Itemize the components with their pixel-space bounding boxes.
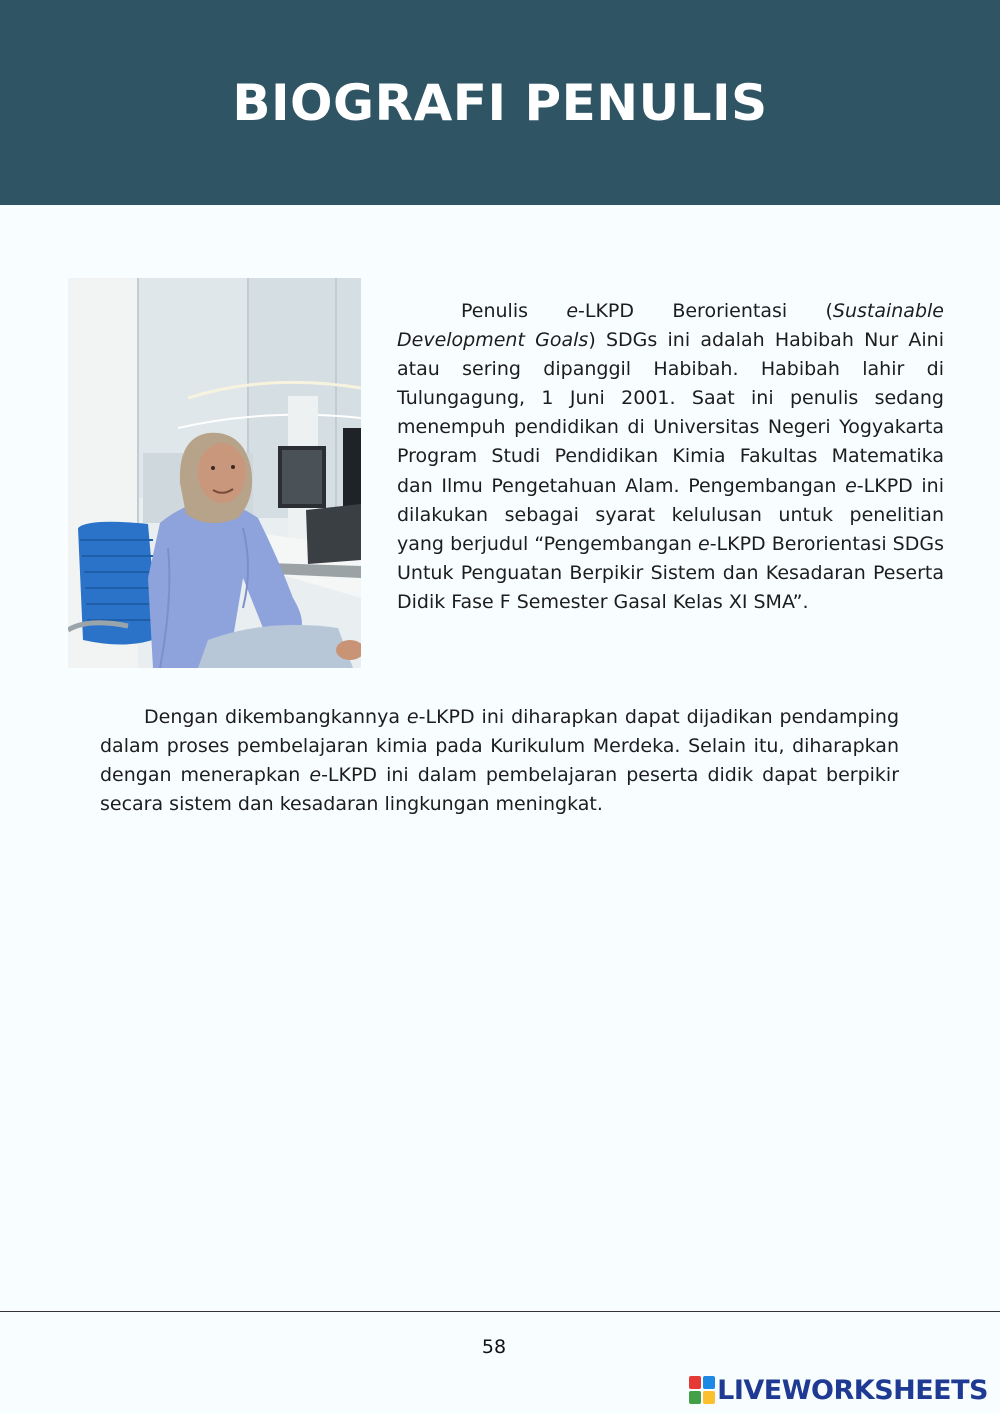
- closing-italic-e: e: [406, 706, 419, 728]
- author-photo: [68, 278, 361, 668]
- bio-text: -LKPD Berorientasi (: [578, 300, 833, 322]
- header-banner: [0, 0, 1000, 205]
- brand-name: LIVEWORKSHEETS: [717, 1374, 988, 1406]
- closing-italic-e: e: [309, 764, 322, 786]
- bio-text: ) SDGs ini adalah Habibah Nur Aini atau sering dipanggil Habibah. Habibah lahir di Tulungagung, 1 Juni 2001. Saat ini penulis sedang menempuh pendidikan di Universitas Negeri Yogyakarta Program Studi Pendidikan Kimia Fakultas Matematika dan Ilmu Pengetahuan Alam. Pengembangan: [397, 329, 944, 497]
- closing-paragraph: [100, 703, 899, 819]
- closing-text: Dengan dikembangkannya: [144, 706, 407, 728]
- closing-text: -LKPD ini dalam pembelajaran peserta didik dapat berpikir secara sistem dan kesadaran lingkungan meningkat.: [100, 764, 900, 815]
- liveworksheets-brand[interactable]: [689, 1373, 988, 1407]
- author-biography: [397, 297, 944, 617]
- bio-text: -LKPD Berorientasi SDGs Untuk Penguatan Berpikir Sistem dan Kesadaran Peserta Didik Fase F Semester Gasal Kelas XI SMA”.: [397, 532, 944, 613]
- bio-text: -LKPD ini dilakukan sebagai syarat kelulusan untuk penelitian yang berjudul “Pengembangan: [397, 474, 944, 555]
- page-number: 58: [481, 1336, 507, 1358]
- bio-italic-e: e: [698, 532, 710, 555]
- footer-divider: [0, 1311, 1000, 1312]
- bio-italic-e: e: [845, 474, 857, 497]
- closing-text: -LKPD ini diharapkan dapat dijadikan pendamping dalam proses pembelajaran kimia pada Kurikulum Merdeka. Selain itu, diharapkan dengan menerapkan: [100, 706, 900, 786]
- bio-italic-e: e: [566, 300, 579, 322]
- bio-text: Penulis: [461, 300, 567, 322]
- page-title: BIOGRAFI PENULIS: [232, 73, 768, 132]
- liveworksheets-logo-icon: [689, 1376, 715, 1404]
- bio-italic-term: Sustainable Development Goals: [397, 300, 944, 352]
